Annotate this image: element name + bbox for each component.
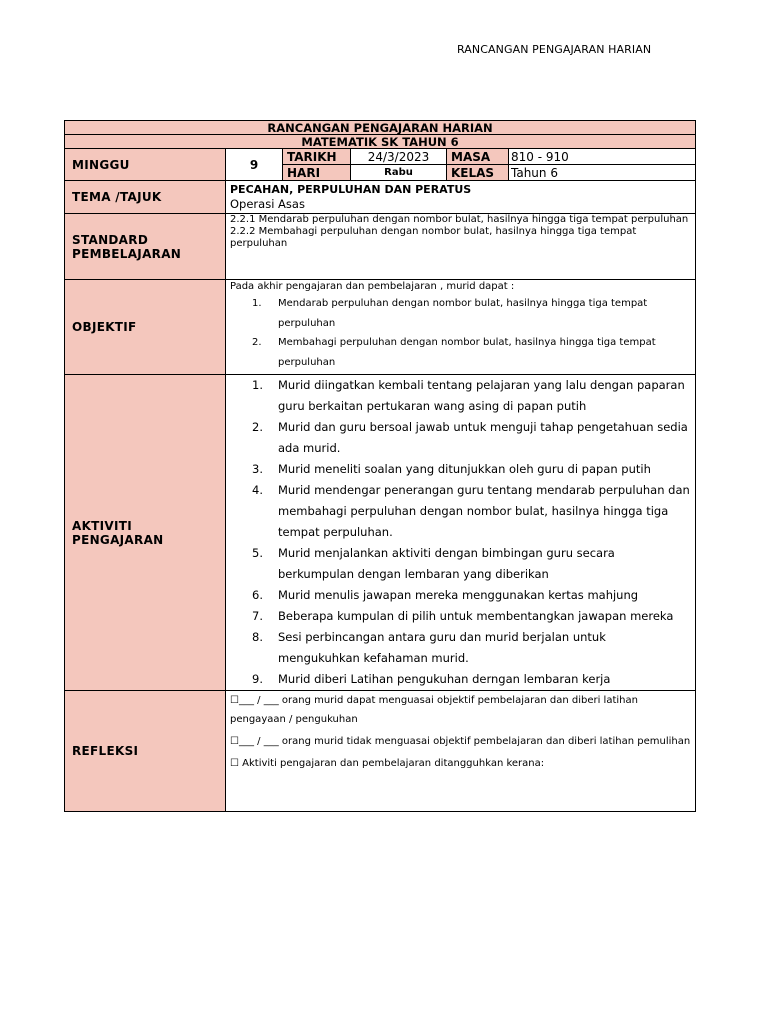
value-tema [226,181,696,214]
list-item: 2. Membahagi perpuluhan dengan nombor bulat, hasilnya hingga tiga tempat perpuluhan [252,337,656,368]
aktiviti-list [230,375,691,690]
objektif-list [230,294,691,372]
label-minggu: MINGGU [65,149,226,181]
row-refleksi [65,691,696,812]
value-minggu: 9 [226,149,283,181]
page-header-title: RANCANGAN PENGAJARAN HARIAN [457,43,652,56]
row-minggu-tarikh [65,149,696,165]
row-objektif [65,280,696,375]
value-aktiviti [226,375,696,691]
value-standard [226,214,696,280]
value-refleksi [226,691,696,812]
table-subtitle: MATEMATIK SK TAHUN 6 [65,135,696,149]
list-item: 5. Murid menjalankan aktiviti dengan bimbingan guru secara berkumpulan dengan lembaran yang diberikan [252,546,615,581]
row-aktiviti [65,375,696,691]
label-hari: HARI [283,165,351,181]
label-tema: TEMA /TAJUK [65,181,226,214]
list-item: 8. Sesi perbincangan antara guru dan murid berjalan untuk mengukuhkan kefahaman murid. [252,630,606,665]
label-masa: MASA [447,149,509,165]
list-item: 6. Murid menulis jawapan mereka menggunakan kertas mahjung [252,588,639,602]
value-tarikh: 24/3/2023 [351,149,447,165]
list-item: 1. Mendarab perpuluhan dengan nombor bulat, hasilnya hingga tiga tempat perpuluhan [252,298,648,329]
value-kelas: Tahun 6 [509,165,696,181]
table-subtitle-row [65,135,696,149]
value-masa: 810 - 910 [509,149,696,165]
label-kelas: KELAS [447,165,509,181]
standard-item: 2.2.1 Mendarab perpuluhan dengan nombor bulat, hasilnya hingga tiga tempat perpuluhan [230,214,689,225]
label-tarikh: TARIKH [283,149,351,165]
refleksi-item: ☐ Aktiviti pengajaran dan pembelajaran ditangguhkan kerana: [230,758,545,769]
table-title: RANCANGAN PENGAJARAN HARIAN [65,121,696,135]
row-standard [65,214,696,280]
table-title-row [65,121,696,135]
list-item: 7. Beberapa kumpulan di pilih untuk membentangkan jawapan mereka [252,609,674,623]
tema-subtitle: Operasi Asas [230,197,305,211]
row-tema [65,181,696,214]
refleksi-item: ☐___ / ___ orang murid dapat menguasai objektif pembelajaran dan diberi latihan pengayaan / pengukuhan [230,695,638,725]
list-item: 2. Murid dan guru bersoal jawab untuk menguji tahap pengetahuan sedia ada murid. [252,420,688,455]
list-item: 4. Murid mendengar penerangan guru tentang mendarab perpuluhan dan membahagi perpuluhan dengan nombor bulat, hasilnya hingga tiga tempat perpuluhan. [252,483,690,539]
lesson-plan-table [64,120,696,812]
value-hari: Rabu [351,165,447,181]
label-aktiviti: AKTIVITI PENGAJARAN [65,375,226,691]
tema-title: PECAHAN, PERPULUHAN DAN PERATUS [230,183,472,196]
label-refleksi: REFLEKSI [65,691,226,812]
list-item: 9. Murid diberi Latihan pengukuhan derngan lembaran kerja [252,672,611,686]
list-item: 1. Murid diingatkan kembali tentang pelajaran yang lalu dengan paparan guru berkaitan pertukaran wang asing di papan putih [252,378,685,413]
label-standard: STANDARD PEMBELAJARAN [65,214,226,280]
objektif-intro: Pada akhir pengajaran dan pembelajaran , murid dapat : [230,281,515,292]
refleksi-item: ☐___ / ___ orang murid tidak menguasai objektif pembelajaran dan diberi latihan pemulihan [230,736,691,747]
list-item: 3. Murid meneliti soalan yang ditunjukkan oleh guru di papan putih [252,462,651,476]
value-objektif [226,280,696,375]
label-objektif: OBJEKTIF [65,280,226,375]
standard-item: 2.2.2 Membahagi perpuluhan dengan nombor bulat, hasilnya hingga tiga tempat perpuluhan [230,226,637,249]
